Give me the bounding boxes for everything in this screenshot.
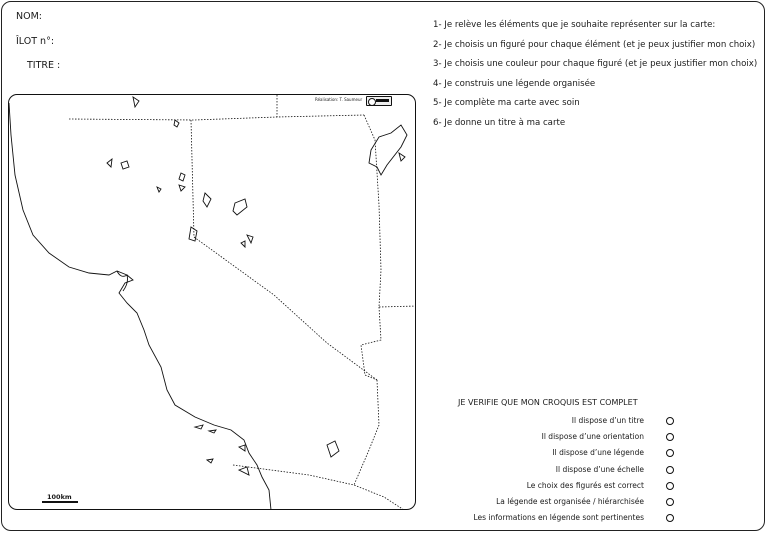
checkbox-circle[interactable] xyxy=(666,498,674,506)
channel-island xyxy=(195,425,203,429)
checklist-item xyxy=(420,447,680,463)
checklist xyxy=(420,415,680,528)
titre-label: TITRE : xyxy=(27,60,61,71)
instruction-item: 4- Je construis une légende organisée xyxy=(433,78,596,89)
instruction-item: 6- Je donne un titre à ma carte xyxy=(433,117,566,128)
checklist-item xyxy=(420,480,680,496)
great-salt-lake xyxy=(369,125,407,175)
lake xyxy=(179,173,185,181)
lake xyxy=(179,185,185,191)
ut-az-border xyxy=(379,306,416,307)
lake xyxy=(203,193,211,207)
pacific-coastline xyxy=(9,103,271,510)
checklist-item xyxy=(420,464,680,480)
nv-ut-border xyxy=(364,115,381,307)
checkbox-circle[interactable] xyxy=(666,417,674,425)
checklist-item-label: La légende est organisée / hiérarchisée xyxy=(496,496,644,506)
map-frame xyxy=(8,94,416,510)
checkbox-circle[interactable] xyxy=(666,433,674,441)
instruction-item: 2- Je choisis un figuré pour chaque élément (et je peux justifier mon choix) xyxy=(433,39,756,50)
utah-lake xyxy=(399,153,405,161)
northern-border xyxy=(69,115,364,120)
checkbox-circle[interactable] xyxy=(666,449,674,457)
channel-island xyxy=(239,467,249,475)
nv-az-border xyxy=(361,307,381,380)
lake xyxy=(247,235,253,243)
checkbox-circle[interactable] xyxy=(666,482,674,490)
checklist-item-label: Il dispose d’une orientation xyxy=(541,432,644,442)
ca-nv-oblique-border xyxy=(194,237,377,380)
channel-island xyxy=(209,430,216,433)
instruction-item: 1- Je relève les éléments que je souhaite représenter sur la carte: xyxy=(433,20,716,30)
scale-bar xyxy=(42,501,78,503)
checklist-item xyxy=(420,512,680,528)
lake xyxy=(133,97,139,107)
checklist-item-label: Il dispose d’une échelle xyxy=(555,464,644,474)
lake xyxy=(241,241,245,247)
ilot-label: ÎLOT n°: xyxy=(16,36,55,47)
instructions-list xyxy=(433,16,757,133)
channel-island xyxy=(239,445,245,451)
az-mexico-border xyxy=(354,380,379,485)
checkbox-circle[interactable] xyxy=(666,514,674,522)
ca-nv-border xyxy=(191,120,194,237)
checklist-item xyxy=(420,415,680,431)
checklist-item xyxy=(420,431,680,447)
clear-lake xyxy=(107,159,112,167)
map-credit: Réalisation: T. Saumeur xyxy=(315,97,363,102)
creative-commons-icon xyxy=(366,96,392,106)
lake xyxy=(233,199,247,215)
california-outline-map xyxy=(9,95,416,510)
instruction-item: 3- Je choisis une couleur pour chaque figuré (et je peux justifier mon choix) xyxy=(433,59,758,69)
checklist-item xyxy=(420,496,680,512)
lake xyxy=(157,187,161,192)
checklist-item-label: Le choix des figurés est correct xyxy=(526,480,644,490)
mexico-border xyxy=(233,465,404,510)
nom-label: NOM: xyxy=(16,11,42,22)
lake-tahoe xyxy=(189,227,197,241)
salton-sea xyxy=(327,441,339,457)
checklist-item-label: Il dispose d’un titre xyxy=(571,416,644,425)
lake xyxy=(121,161,129,169)
lake xyxy=(174,120,179,127)
instruction-item: 5- Je complète ma carte avec soin xyxy=(433,98,580,108)
checklist-title: JE VERIFIE QUE MON CROQUIS EST COMPLET xyxy=(458,398,638,407)
checklist-item-label: Les informations en légende sont pertinentes xyxy=(473,513,644,523)
channel-island xyxy=(207,459,213,463)
scale-label: 100km xyxy=(47,493,72,501)
checklist-item-label: Il dispose d’une légende xyxy=(552,448,644,458)
checkbox-circle[interactable] xyxy=(666,466,674,474)
